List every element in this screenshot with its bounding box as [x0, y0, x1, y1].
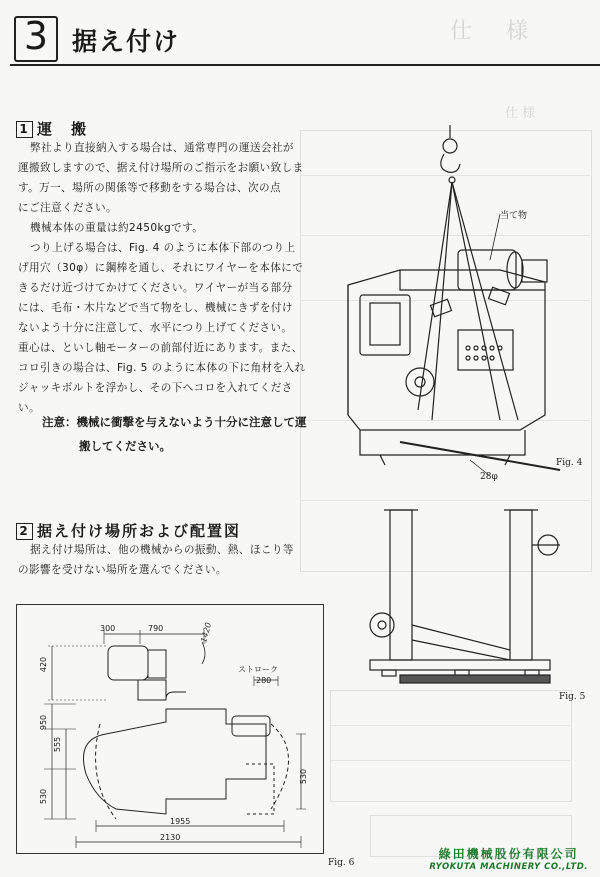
paragraph-line: の影響を受けない場所を選んでください。: [18, 564, 227, 576]
dim-280: 280: [256, 676, 272, 685]
dim-420: 420: [39, 656, 49, 673]
paragraph-line: 重心は、といし軸モーターの前部付近にあります。また、: [18, 342, 303, 354]
section1-body: [18, 138, 338, 418]
company-footer: [429, 845, 588, 872]
section2-heading: [16, 520, 241, 541]
ghost-subtitle: 仕 様: [505, 106, 536, 121]
section2-body: [18, 540, 338, 580]
ghost-rule: [300, 500, 590, 501]
dim-2130: 2130: [160, 833, 181, 842]
dim-790: 790: [148, 624, 164, 633]
paragraph-line: 据え付け場所は、他の機械からの振動、熱、ほこり等: [30, 544, 294, 556]
fig4-pad-label: 当て物: [500, 211, 528, 221]
paragraph-line: つり上げる場合は、Fig. 4 のように本体下部のつり上: [30, 242, 296, 254]
fig5-roller-drawing: [360, 505, 590, 690]
ghost-rule: [330, 760, 570, 761]
section1-title: 運 搬: [37, 120, 89, 138]
ghost-table-lower: [330, 690, 572, 802]
caution-line: 搬してください。: [79, 439, 171, 453]
paragraph-line: にご注意ください。: [18, 202, 117, 214]
paragraph-line: げ用穴（30φ）に鋼棒を通し、それにワイヤーを本体にで: [18, 262, 304, 274]
fig5-caption: Fig. 5: [559, 692, 586, 702]
paragraph-line: 機械本体の重量は約2450kgです。: [30, 222, 204, 234]
dim-1955: 1955: [170, 817, 191, 826]
paragraph-line: コロ引きの場合は、Fig. 5 のように本体の下に角材を入れ: [18, 362, 306, 374]
handwritten-note: 1420: [199, 621, 214, 644]
dim-950: 950: [39, 714, 49, 731]
dim-530-left: 530: [39, 788, 49, 805]
section1-number: 1: [16, 121, 33, 138]
section1-heading: [16, 118, 88, 139]
paragraph-line: す。万一、場所の関係等で移動をする場合は、次の点: [18, 182, 281, 194]
fig6-caption: Fig. 6: [328, 858, 355, 868]
fig4-lifting-drawing: [340, 120, 590, 490]
chapter-number: 3: [23, 14, 49, 58]
stroke-label: ストローク: [238, 665, 278, 674]
paragraph-line: い。: [18, 402, 40, 414]
section2-number: 2: [16, 523, 33, 540]
paragraph-line: 運搬致しますので、据え付け場所のご指示をお願い致しま: [18, 162, 304, 174]
fig4-hole-label: 28φ: [480, 472, 498, 482]
fig4-caption: Fig. 4: [556, 458, 583, 468]
paragraph-line: 弊社より直接納入する場合は、通常専門の運送会社が: [30, 142, 294, 154]
title-rule: [10, 64, 600, 66]
caution-note: [42, 410, 307, 458]
caution-line: [42, 410, 307, 434]
dim-530-right: 530: [299, 768, 309, 785]
ghost-rule: [330, 725, 570, 726]
caution-text: 機械に衝撃を与えないよう十分に注意して運: [76, 415, 307, 429]
paragraph-line: には、毛布・木片などで当て物をし、機械にきずを付け: [18, 302, 293, 314]
dim-300: 300: [100, 624, 116, 633]
fig6-layout-drawing: [16, 604, 322, 852]
paragraph-line: きるだけ近づけてかけてください。ワイヤーが当る部分: [18, 282, 293, 294]
paragraph-line: ジャッキボルトを浮かし、その下へコロを入れてくださ: [18, 382, 293, 394]
company-name-cn: 綠田機械股份有限公司: [438, 847, 579, 861]
paragraph-line: ないよう十分に注意して、水平につり上げてください。: [18, 322, 293, 334]
section2-title: 据え付け場所および配置図: [37, 522, 242, 540]
company-name-en: RYOKUTA MACHINERY CO.,LTD.: [429, 862, 588, 872]
caution-label: 注意：: [42, 415, 77, 429]
chapter-title: 据え付け: [72, 27, 181, 56]
dim-555: 555: [53, 736, 63, 753]
ghost-title: 仕 様: [450, 19, 535, 44]
